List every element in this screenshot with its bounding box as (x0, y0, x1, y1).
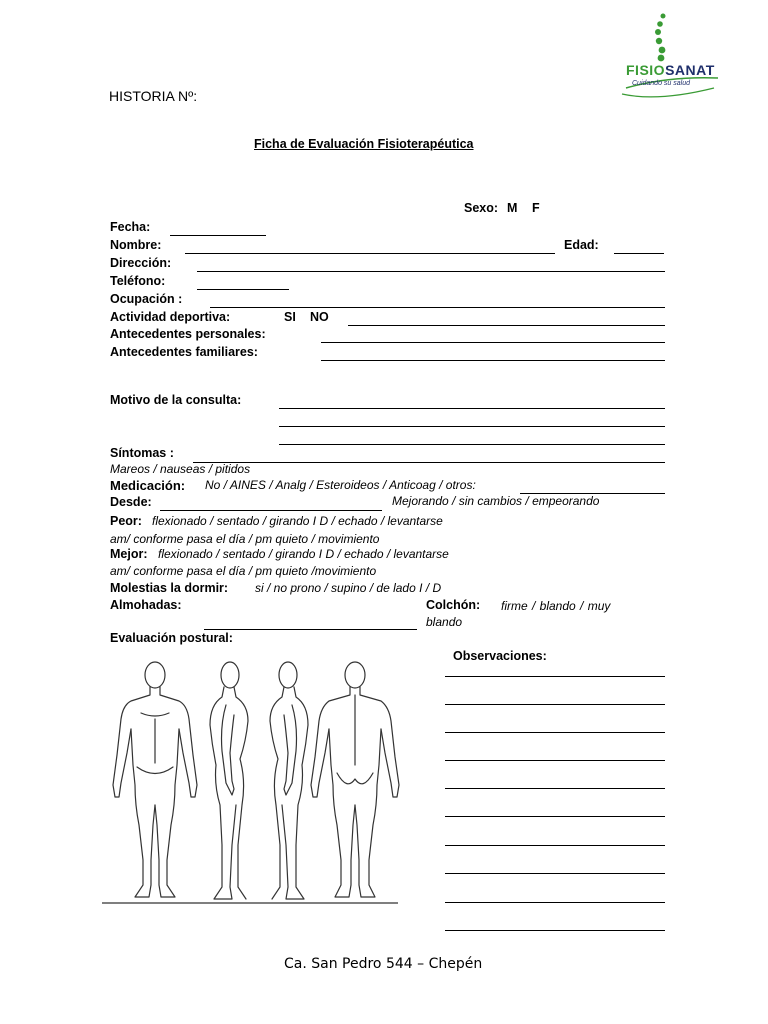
molestias-label: Molestias la dormir: (110, 581, 229, 595)
page-title: Ficha de Evaluación Fisioterapéutica (254, 137, 474, 151)
sexo-label: Sexo: (464, 201, 499, 215)
figure-side-left (270, 662, 308, 899)
peor-options-2: am/ conforme pasa el día / pm quieto / movimiento (110, 532, 380, 546)
figure-back (311, 662, 399, 897)
figure-side-right (210, 662, 248, 899)
evaluacion-label: Evaluación postural: (110, 631, 233, 645)
logo-tagline: Cuidando su salud (632, 80, 690, 87)
obs-line-9[interactable] (445, 902, 665, 903)
almohadas-field[interactable] (204, 629, 417, 630)
obs-line-7[interactable] (445, 845, 665, 846)
actividad-si[interactable]: SI (284, 310, 296, 324)
desde-options: Mejorando / sin cambios / empeorando (392, 494, 600, 508)
edad-field[interactable] (614, 253, 664, 254)
sintomas-options: Mareos / nauseas / pitidos (110, 462, 251, 476)
motivo-field-1[interactable] (279, 408, 665, 409)
telefono-field[interactable] (197, 289, 289, 290)
footer-address: Ca. San Pedro 544 – Chepén (284, 956, 483, 972)
obs-line-6[interactable] (445, 816, 665, 817)
medicacion-label: Medicación: (110, 478, 186, 493)
molestias-options: si / no prono / supino / de lado I / D (255, 581, 442, 595)
logo-wordmark (626, 62, 715, 78)
obs-line-10[interactable] (445, 930, 665, 931)
logo-o: O (653, 62, 666, 78)
actividad-no[interactable]: NO (310, 310, 329, 324)
ant-personales-label: Antecedentes personales: (110, 327, 266, 341)
colchon-label: Colchón: (426, 598, 481, 612)
almohadas-label: Almohadas: (110, 598, 182, 612)
motivo-field-3[interactable] (279, 444, 665, 445)
sintomas-field[interactable] (193, 462, 665, 463)
ant-familiares-field[interactable] (321, 360, 665, 361)
mejor-label: Mejor: (110, 547, 148, 561)
telefono-label: Teléfono: (110, 274, 166, 288)
ocupacion-field[interactable] (210, 307, 665, 308)
logo-fisio: FISI (626, 62, 654, 78)
obs-line-1[interactable] (445, 676, 665, 677)
direccion-field[interactable] (197, 271, 665, 272)
sintomas-label: Síntomas : (110, 446, 174, 460)
desde-field[interactable] (160, 510, 382, 511)
fisiosanat-logo (618, 10, 733, 100)
obs-line-8[interactable] (445, 873, 665, 874)
postural-figures-image (100, 655, 400, 910)
logo-sanat: SANAT (665, 62, 715, 78)
direccion-label: Dirección: (110, 256, 172, 270)
peor-options: flexionado / sentado / girando I D / echado / levantarse (152, 514, 443, 528)
edad-label: Edad: (564, 238, 599, 252)
actividad-label: Actividad deportiva: (110, 310, 231, 324)
motivo-field-2[interactable] (279, 426, 665, 427)
motivo-label: Motivo de la consulta: (110, 393, 242, 407)
obs-line-2[interactable] (445, 704, 665, 705)
sexo-m[interactable]: M (507, 201, 518, 215)
nombre-field[interactable] (185, 253, 555, 254)
obs-line-5[interactable] (445, 788, 665, 789)
observaciones-label: Observaciones: (453, 649, 547, 663)
ocupacion-label: Ocupación : (110, 292, 183, 306)
mejor-options: flexionado / sentado / girando I D / echado / levantarse (158, 547, 449, 561)
colchon-options: firme / blando / muy (501, 599, 611, 613)
historia-label: HISTORIA Nº: (109, 88, 198, 104)
mejor-options-2: am/ conforme pasa el día / pm quieto /movimiento (110, 564, 377, 578)
medicacion-options: No / AINES / Analg / Esteroideos / Anticoag / otros: (205, 478, 476, 492)
nombre-label: Nombre: (110, 238, 162, 252)
actividad-field[interactable] (348, 325, 665, 326)
colchon-options-2: blando (426, 615, 463, 629)
sexo-f[interactable]: F (532, 201, 540, 215)
desde-label: Desde: (110, 495, 152, 509)
obs-line-4[interactable] (445, 760, 665, 761)
figure-front (113, 662, 197, 897)
obs-line-3[interactable] (445, 732, 665, 733)
fecha-label: Fecha: (110, 220, 151, 234)
peor-label: Peor: (110, 514, 142, 528)
ant-personales-field[interactable] (321, 342, 665, 343)
ant-familiares-label: Antecedentes familiares: (110, 345, 258, 359)
fecha-field[interactable] (170, 235, 266, 236)
